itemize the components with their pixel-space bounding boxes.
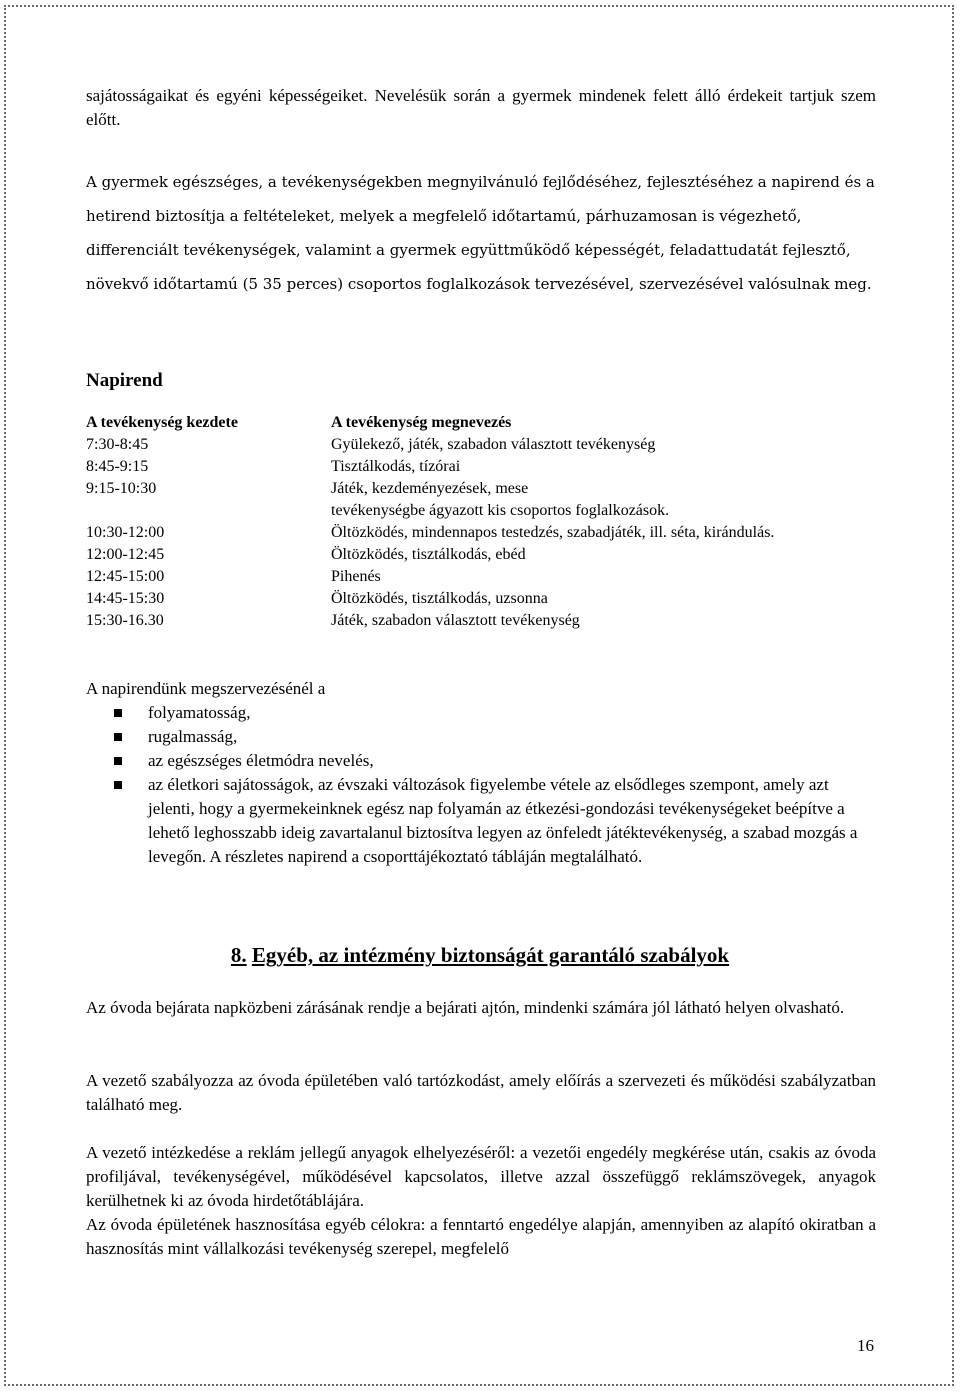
- page-number: 16: [857, 1336, 874, 1355]
- napirend-schedule: [86, 412, 886, 632]
- schedule-activity: Tisztálkodás, tízórai: [331, 458, 461, 475]
- schedule-time: 12:00-12:45: [86, 546, 165, 563]
- schedule-row: [86, 500, 886, 522]
- schedule-time: 14:45-15:30: [86, 590, 165, 607]
- paragraph-napirend-hetirend: A gyermek egészséges, a tevékenységekben megnyilvánuló fejlődéséhez, fejlesztéséhez a napirend és a hetirend biztosítja a feltételeket, melyek a megfelelő időtartamú, párhuzamosan is végezhető, differenciált tevékenységek, valamint a gyermek együttműködő képességét, feladattudatát fejlesztő, növekvő időtartamú (5 35 perces) csoportos foglalkozások tervezésével, szervezésével valósulnak meg.: [86, 173, 875, 293]
- paragraph-presence: A vezető szabályozza az óvoda épületében való tartózkodást, amely előírás a szervezeti és működési szabályzatban található meg.: [86, 1071, 876, 1114]
- schedule-time: 8:45-9:15: [86, 458, 149, 475]
- schedule-header-time: A tevékenység kezdete: [86, 414, 238, 431]
- schedule-activity: tevékenységbe ágyazott kis csoportos foglalkozások.: [331, 502, 670, 519]
- paragraph-advertising: A vezető intézkedése a reklám jellegű anyagok elhelyezéséről: a vezetői engedély megkérése után, csakis az óvoda profiljával, tevékenységével, működésével kapcsolatos, illetve azzal összefüggő reklámszövegek, anyagok kerülhetnek ki az óvoda hirdetőtáblájára.: [86, 1143, 876, 1210]
- schedule-time: [86, 500, 331, 522]
- schedule-row: [86, 610, 886, 632]
- schedule-row: [86, 522, 886, 544]
- section-title: Egyéb, az intézmény biztonságát garantáló szabályok: [251, 943, 730, 967]
- schedule-time: 10:30-12:00: [86, 524, 165, 541]
- list-item-text: rugalmasság,: [148, 727, 238, 746]
- list-intro: A napirendünk megszervezésénél a: [86, 679, 326, 698]
- list-item-text: az egészséges életmódra nevelés,: [148, 751, 374, 770]
- schedule-row: [86, 456, 886, 478]
- list-item: [86, 725, 876, 749]
- list-item: [86, 701, 876, 725]
- schedule-activity: Öltözködés, tisztálkodás, ebéd: [331, 546, 526, 563]
- square-bullet-icon: [114, 781, 122, 789]
- paragraph-intro: sajátosságaikat és egyéni képességeiket. Nevelésük során a gyermek mindenek felett álló érdekeit tartjuk szem előtt.: [86, 86, 876, 129]
- schedule-row: [86, 434, 886, 456]
- schedule-time: 15:30-16.30: [86, 612, 164, 629]
- schedule-time: 12:45-15:00: [86, 568, 165, 585]
- schedule-header-row: [86, 412, 886, 434]
- schedule-activity: Pihenés: [331, 568, 381, 585]
- square-bullet-icon: [114, 757, 122, 765]
- napirend-title: Napirend: [86, 370, 163, 391]
- list-item-text: az életkori sajátosságok, az évszaki változások figyelembe vétele az elsődleges szempont, amely azt jelenti, hogy a gyermekeinknek egész nap folyamán az étkezési-gondozási tevékenységeket beépítve a lehető leghosszabb ideig zavartalanul biztosítva legyen az önfeledt játéktevékenység, a szabad mozgás a levegőn. A részletes napirend a csoporttájékoztató tábláján megtalálható.: [148, 775, 858, 866]
- schedule-row: [86, 544, 886, 566]
- schedule-row: [86, 588, 886, 610]
- list-item-text: folyamatosság,: [148, 703, 251, 722]
- schedule-activity: Öltözködés, tisztálkodás, uzsonna: [331, 590, 548, 607]
- schedule-activity: Játék, kezdeményezések, mese: [331, 480, 529, 497]
- paragraph-entrance: Az óvoda bejárata napközbeni zárásának rendje a bejárati ajtón, mindenki számára jól látható helyen olvasható.: [86, 998, 845, 1017]
- schedule-row: [86, 566, 886, 588]
- schedule-activity: Játék, szabadon választott tevékenység: [331, 612, 580, 629]
- square-bullet-icon: [114, 733, 122, 741]
- section-heading: [0, 943, 960, 968]
- bullet-list: [86, 701, 876, 869]
- schedule-time: 9:15-10:30: [86, 480, 157, 497]
- list-item: [86, 773, 876, 869]
- paragraph-building-use: Az óvoda épületének hasznosítása egyéb célokra: a fenntartó engedélye alapján, amennyiben az alapító okiratban a hasznosítás mint vállalkozási tevékenység szerepel, megfelelő: [86, 1215, 876, 1258]
- schedule-activity: Gyülekező, játék, szabadon választott tevékenység: [331, 436, 656, 453]
- schedule-header-activity: A tevékenység megnevezés: [331, 414, 512, 431]
- schedule-time: 7:30-8:45: [86, 436, 149, 453]
- schedule-row: [86, 478, 886, 500]
- section-number: 8.: [230, 943, 247, 967]
- schedule-activity: Öltözködés, mindennapos testedzés, szabadjáték, ill. séta, kirándulás.: [331, 524, 775, 541]
- square-bullet-icon: [114, 709, 122, 717]
- list-item: [86, 749, 876, 773]
- napirend-principles: [86, 677, 876, 869]
